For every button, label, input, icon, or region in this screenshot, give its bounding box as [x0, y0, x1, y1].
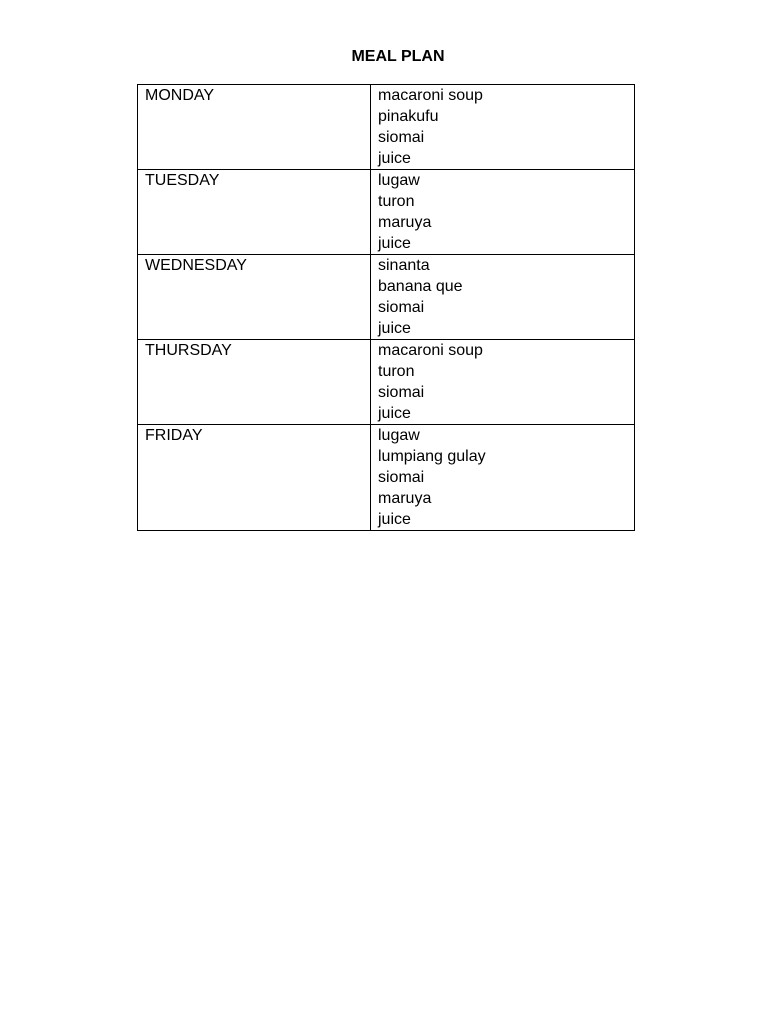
day-cell [138, 170, 371, 255]
meal-cell [371, 170, 635, 255]
meal-item: lugaw [378, 172, 420, 189]
meal-item: pinakufu [378, 108, 439, 125]
meal-item: sinanta [378, 257, 430, 274]
meal-item: siomai [378, 299, 425, 316]
table-row-thursday [138, 340, 635, 425]
meal-item: juice [378, 405, 411, 422]
meal-item: macaroni soup [378, 87, 483, 104]
page-title: MEAL PLAN [351, 48, 445, 65]
day-label: MONDAY [145, 87, 215, 104]
meal-plan-table [137, 84, 635, 531]
table-row-monday [138, 85, 635, 170]
meal-list [378, 340, 634, 424]
day-label: THURSDAY [145, 342, 232, 359]
meal-cell [371, 85, 635, 170]
table-row-friday [138, 425, 635, 531]
meal-item: siomai [378, 129, 425, 146]
day-label: FRIDAY [145, 427, 203, 444]
meal-item: macaroni soup [378, 342, 483, 359]
table-row-wednesday [138, 255, 635, 340]
meal-item: juice [378, 235, 411, 252]
meal-item: siomai [378, 469, 425, 486]
day-cell [138, 425, 371, 531]
day-label: WEDNESDAY [145, 257, 247, 274]
meal-list [378, 85, 634, 169]
day-cell [138, 85, 371, 170]
meal-list [378, 255, 634, 339]
day-cell [138, 340, 371, 425]
meal-item: juice [378, 150, 411, 167]
meal-item: siomai [378, 384, 425, 401]
meal-item: maruya [378, 490, 432, 507]
meal-cell [371, 340, 635, 425]
meal-item: juice [378, 511, 411, 528]
day-cell [138, 255, 371, 340]
meal-item: turon [378, 363, 415, 380]
meal-item: lugaw [378, 427, 420, 444]
table-row-tuesday [138, 170, 635, 255]
meal-list [378, 425, 634, 530]
meal-item: turon [378, 193, 415, 210]
meal-item: maruya [378, 214, 432, 231]
meal-cell [371, 255, 635, 340]
meal-item: lumpiang gulay [378, 448, 486, 465]
day-label: TUESDAY [145, 172, 220, 189]
meal-list [378, 170, 634, 254]
meal-item: banana que [378, 278, 463, 295]
meal-cell [371, 425, 635, 531]
meal-item: juice [378, 320, 411, 337]
